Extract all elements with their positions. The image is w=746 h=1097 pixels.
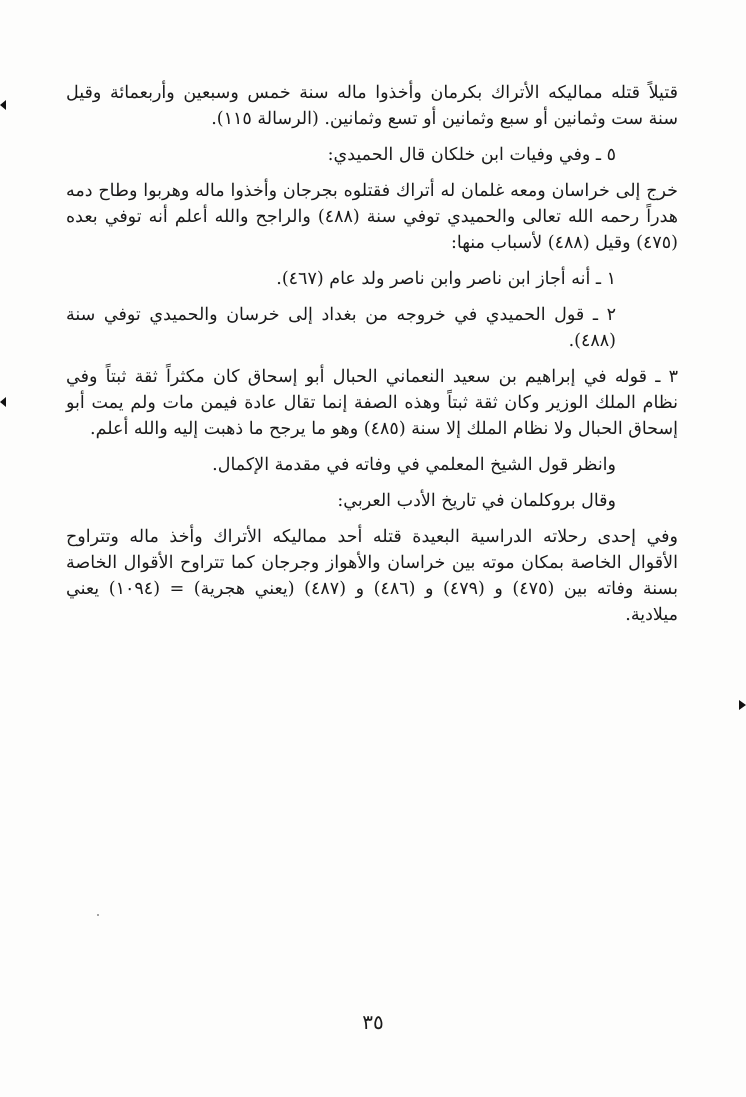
scan-edge-mark [739, 700, 746, 710]
scan-edge-mark [0, 100, 6, 110]
see-also-line: وانظر قول الشيخ المعلمي في وفاته في مقدمة الإكمال. [212, 455, 616, 475]
page-number: ٣٥ [362, 1010, 384, 1034]
quote-heading-ibn-khallikan: ٥ ـ وفي وفيات ابن خلكان قال الحميدي: [327, 145, 616, 165]
reason-item-2: ٢ ـ قول الحميدي في خروجه من بغداد إلى خرسان والحميدي توفي سنة (٤٨٨). [66, 305, 616, 351]
scan-edge-mark [0, 397, 6, 407]
reason-item-3: ٣ ـ قوله في إبراهيم بن سعيد النعماني الحبال أبو إسحاق كان مكثراً ثقة ثبتاً وفي نظام الملك الوزير وكان ثقة ثبتاً وهذه الصفة إنما تقال عادة فيمن مات ولم يمت أبو إسحاق الحبال ولا نظام الملك إلا سنة (٤٨٥) وهو ما يرجح ما ذهبت إليه والله أعلم. [66, 367, 678, 439]
page-body [66, 80, 678, 638]
paragraph-continuation: قتيلاً قتله مماليكه الأتراك بكرمان وأخذوا ماله سنة خمس وسبعين وأربعمائة وقيل سنة ست وثمانين أو سبع وثمانين أو تسع وثمانين. (الرسالة ١١٥). [66, 83, 678, 129]
paragraph-quote-humaydi: خرج إلى خراسان ومعه غلمان له أتراك فقتلوه بجرجان وأخذوا ماله وهربوا وطاح دمه هدراً رحمه الله تعالى والحميدي توفي سنة (٤٨٨) والراجح والله أعلم أنه توفي بعده (٤٧٥) وقيل (٤٨٨) لأسباب منها: [66, 181, 678, 253]
brockelmann-heading: وقال بروكلمان في تاريخ الأدب العربي: [337, 491, 616, 511]
paragraph-brockelmann: وفي إحدى رحلاته الدراسية البعيدة قتله أحد مماليكه الأتراك وأخذ ماله وتتراوح الأقوال الخاصة بمكان موته بين خراسان والأهواز وجرجان كما تتراوح الأقوال الخاصة بسنة وفاته بين (٤٧٥) و (٤٧٩) و (٤٨٦) و (٤٨٧) (يعني هجرية) = (١٠٩٤) يعني ميلادية. [66, 527, 678, 625]
scan-speck [97, 914, 99, 916]
reason-item-1: ١ ـ أنه أجاز ابن ناصر وابن ناصر ولد عام (٤٦٧). [276, 269, 616, 289]
